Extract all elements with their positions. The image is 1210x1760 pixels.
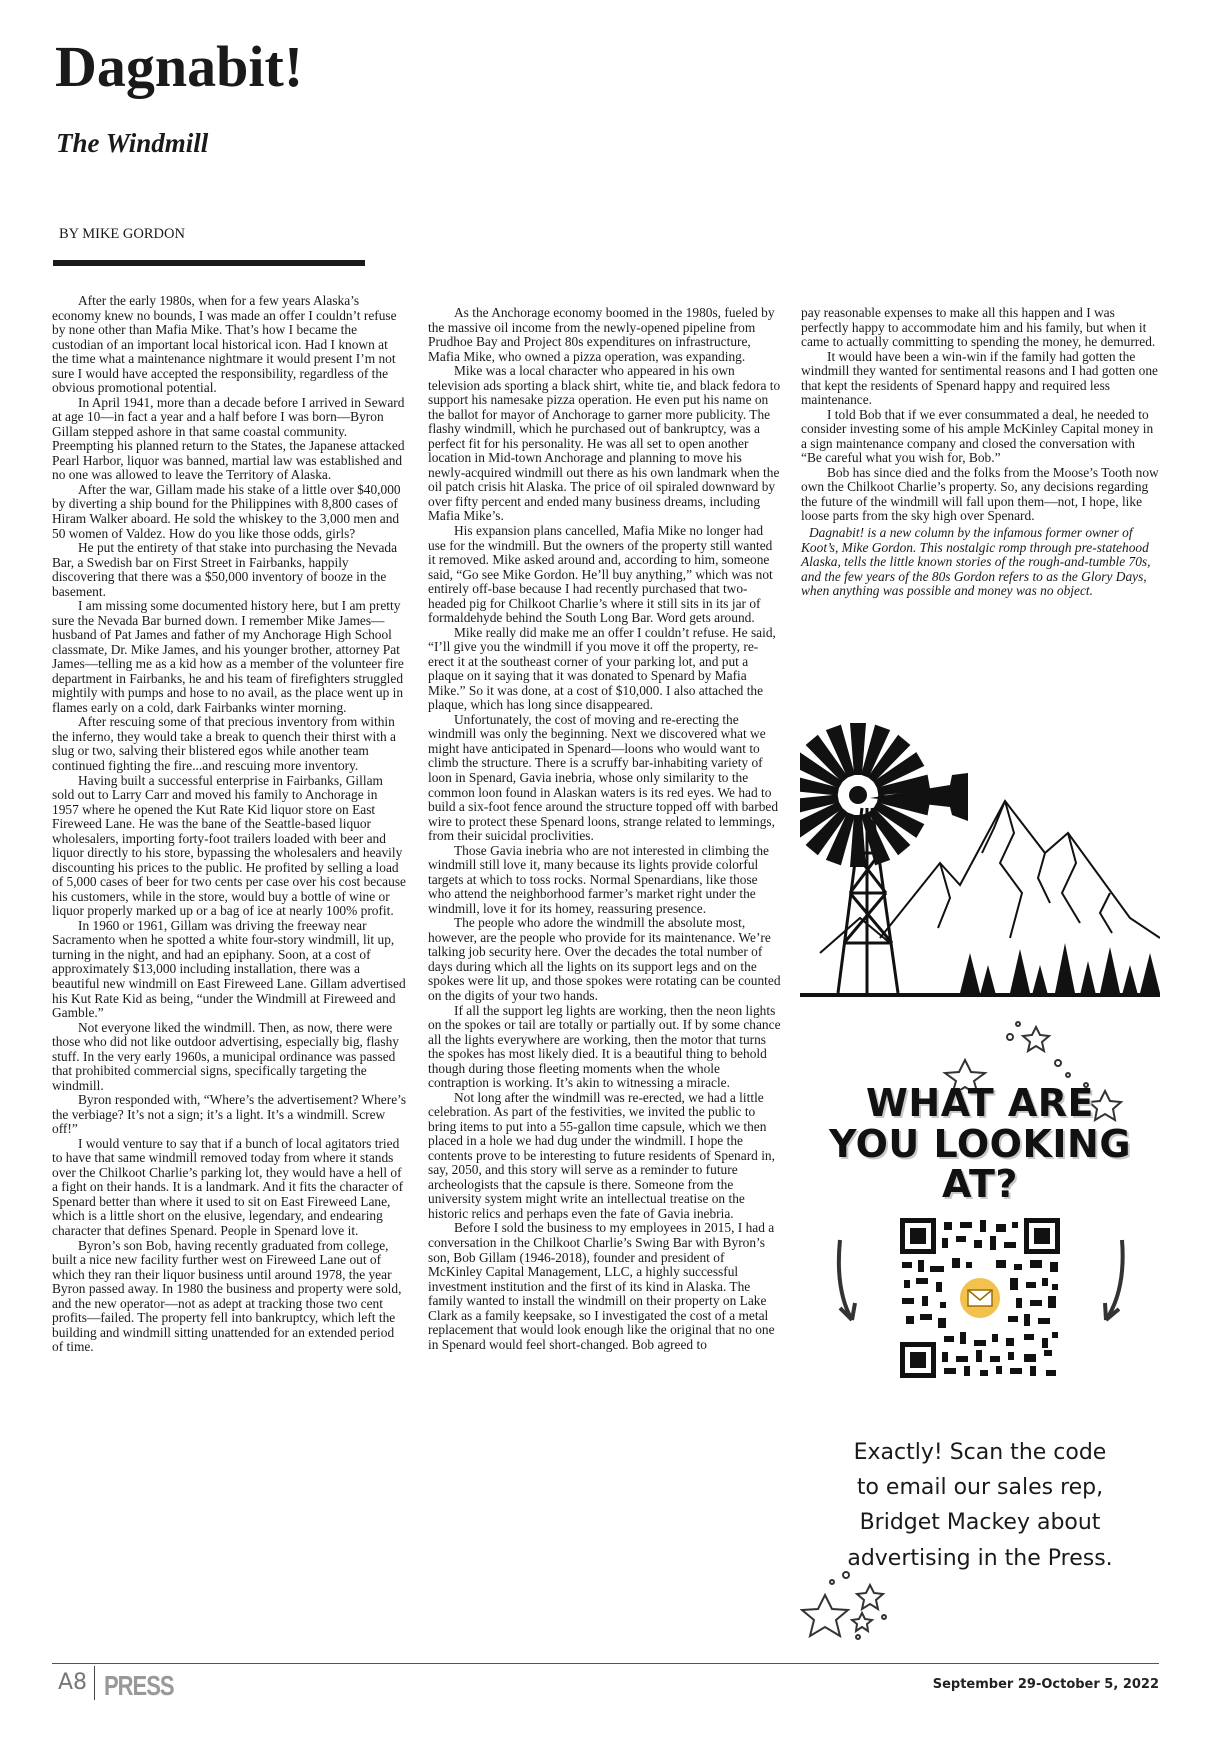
header-rule bbox=[53, 260, 365, 266]
paragraph: After the war, Gillam made his stake of a little over $40,000 by diverting a ship bound for the Philippines with 8,800 cases of Hiram Walker aboard. He sold the whiskey to the 3,000 men and 50 women of Valdez. How do you like those odds, girls? bbox=[52, 481, 401, 541]
paragraph: In April 1941, more than a decade before I arrived in Seward at age 10—in fact a year and a half before I was born—Byron Gillam stepped ashore in that same coastal community. Preempting his planned return to the States, the Japanese attacked Pearl Harbor, liquor was banned, martial law was established and no one was allowed to leave the Territory of Alaska. bbox=[52, 394, 405, 483]
paragraph: Byron’s son Bob, having recently graduated from college, built a nice new facility further west on Fireweed Lane out of which they ran their liquor business until around 1978, the year Byron passed away. In 1980 the business and property were sold, and the new operator—not as adept at tracking those two cent profits—failed. The property fell into bankruptcy, which left the building and windmill sitting unattended for an extended period of time. bbox=[52, 1237, 402, 1355]
page-number: A8 bbox=[58, 1670, 88, 1695]
paragraph: Before I sold the business to my employees in 2015, I had a conversation in the Chilkoot Charlie’s Swing Bar with Byron’s son, Bob Gillam (1946-2018), founder and president of McKinley Capital Management, LLC, a highly successful investment institution and the first of its kind in Alaska. The family wanted to install the windmill on their property on Lake Clark as a family keepsake, so I investigated the cost of a metal replacement that would look enough like the original that no one in Spenard would feel short-changed. Bob agreed to bbox=[428, 1220, 775, 1352]
paragraph: pay reasonable expenses to make all this happen and I was perfectly happy to accommodate him and his family, but when it came to actually committing to spending the money, he demurred. bbox=[801, 305, 1156, 350]
ad-headline-line: YOU LOOKING bbox=[828, 1121, 1132, 1166]
paragraph: If all the support leg lights are working, then the neon lights on the spokes or tail are totally or partially out. If by some chance all the lights everywhere are working, then the motor that turns the spokes has most likely died. It is a beautiful thing to behold though during those fleeting moments when the whole contraption is working. It’s akin to witnessing a miracle. bbox=[428, 1002, 781, 1091]
advertisement bbox=[800, 1015, 1160, 1650]
paragraph: I am missing some documented history here, but I am pretty sure the Nevada Bar burned down. I remember Mike James—husband of Pat James and father of my Anchorage High School classmate, Dr. Mike James, and his younger brother, attorney Pat James—telling me as a kid how as a member of the volunteer fire department in Fairbanks, he and his team of firefighters struggled mightily with pumps and hose to no avail, as the place went up in flames early on a cold, dark Fairbanks winter morning. bbox=[52, 598, 404, 715]
windmill-illustration bbox=[800, 703, 1160, 1003]
paragraph: Mike really did make me an offer I couldn’t refuse. He said, “I’ll give you the windmill if you move it off the property, re-erect it at the southeast corner of your parking lot, and put a plaque on it saying that it was donated to Spenard by Mafia Mike.” So it was done, at a cost of $10,000. I also attached the plaque, which has long since disappeared. bbox=[428, 624, 776, 713]
press-logo: PRESS bbox=[104, 1670, 174, 1702]
article-column-3 bbox=[801, 306, 1159, 599]
paragraph: Bob has since died and the folks from the Moose’s Tooth now own the Chilkoot Charlie’s property. So, any decisions regarding the future of the windmill will fall upon them—not, I hope, like loose parts from the sky high over Spenard. bbox=[801, 464, 1159, 524]
paragraph: Mike was a local character who appeared in his own television ads sporting a black shirt, white tie, and black fedora to support his namesake pizza operation. He even put his name on the ballot for mayor of Anchorage to garner more publicity. The flashy windmill, which he purchased out of bankruptcy, was a perfect fit for his personality. He was all set to open another location in Mid-town Anchorage and planning to move his newly-acquired windmill out there as his own landmark when the oil patch crisis hit Alaska. The price of oil spiraled downward by over fifty percent and ended many business dreams, including Mafia Mike’s. bbox=[428, 363, 781, 524]
envelope-icon bbox=[968, 1290, 992, 1306]
column-author-note: Dagnabit! is a new column by the infamous former owner of Koot’s, Mike Gordon. This nostalgic romp through pre-statehood Alaska, tells the little known stories of the rough-and-tumble 70s, and the few years of the 80s Gordon refers to as the Glory Days, when anything was possible and money was no object. bbox=[801, 524, 1151, 599]
article-column-1 bbox=[52, 294, 407, 1355]
column-headline: Dagnabit! bbox=[55, 34, 304, 99]
ad-body-line: Bridget Mackey about bbox=[859, 1510, 1101, 1536]
paragraph: Not long after the windmill was re-erected, we had a little celebration. As part of the festivities, we invited the public to bring items to put into a 55-gallon time capsule, which we then placed in a hole we had dug under the windmill. I hope the contents prove to be interesting to future residents of Spenard in, say, 2050, and this story will serve as a reminder to future archeologists that the capsule is there. Someone from the university system might write an intellectual treatise on the historic relics and perhaps even the fate of Gavia inebria. bbox=[428, 1089, 775, 1221]
paragraph: As the Anchorage economy boomed in the 1980s, fueled by the massive oil income from the newly-opened pipeline from Prudhoe Bay and Project 80s expenditures on infrastructure, Mafia Mike, who owned a pizza operation, was expanding. bbox=[428, 305, 775, 364]
paragraph: It would have been a win-win if the family had gotten the windmill they wanted for sentimental reasons and I had gotten one that kept the residents of Spenard happy and required less maintenance. bbox=[801, 348, 1158, 408]
paragraph: After rescuing some of that precious inventory from within the inferno, they would take a break to quench their thirst with a slug or two, salving their blistered egos while another team continued fighting the fire...and rescuing more inventory. bbox=[52, 714, 396, 773]
star-icon bbox=[1023, 1027, 1049, 1051]
footer-divider bbox=[94, 1666, 95, 1700]
paragraph: After the early 1980s, when for a few years Alaska’s economy knew no bounds, I was made an offer I couldn’t refuse by none other than Mafia Mike. That’s how I became the custodian of an important local historical icon. Had I known at the time what a maintenance nightmare it would present I’m not sure I would have accepted the responsibility, regardless of the obvious promotional potential. bbox=[52, 293, 397, 396]
footer-rule bbox=[52, 1663, 1159, 1664]
paragraph: In 1960 or 1961, Gillam was driving the freeway near Sacramento when he spotted a white four-story windmill, lit up, turning in the night, and had an epiphany. Soon, at a cost of approximately $13,000 including installation, there was a beautiful new windmill on East Fireweed Lane. Gillam advertised his Kut Rate Kid as being, “under the Windmill at Fireweed and Gamble.” bbox=[52, 917, 406, 1021]
ad-body-line: to email our sales rep, bbox=[856, 1475, 1104, 1501]
paragraph: Not everyone liked the windmill. Then, as now, there were those who did not like outdoor advertising, especially big, flashy stuff. In the very early 1960s, a municipal ordinance was passed that prohibited commercial signs, specifically targeting the windmill. bbox=[52, 1019, 399, 1093]
arrow-down-icon bbox=[1106, 1240, 1123, 1320]
paragraph: Byron responded with, “Where’s the advertisement? Where’s the verbiage? It’s not a sign; it’s a light. It’s a windmill. Screw off!” bbox=[52, 1092, 407, 1137]
star-icon bbox=[857, 1585, 883, 1609]
ad-headline bbox=[800, 1083, 1160, 1205]
ad-body-line: advertising in the Press. bbox=[847, 1545, 1113, 1571]
article-column-2 bbox=[428, 306, 782, 1352]
qr-code bbox=[900, 1218, 1060, 1378]
paragraph: Those Gavia inebria who are not interested in climbing the windmill still love it, many because its lights provide colorful targets at which to toss rocks. Normal Spenardians, like those who attend the neighborhood farmer’s market right under the windmill, love it for its homey, reassuring presence. bbox=[428, 842, 769, 916]
paragraph: Unfortunately, the cost of moving and re-erecting the windmill was only the beginning. Next we discovered what we might have anticipated in Spenard—loons who would want to climb the structure. There is a scruffy bar-inhabiting variety of loon in Spenard, Gavia inebria, whose only similarity to the common loon found in Alaskan waters is its red eyes. We had to build a six-foot fence around the structure topped off with barbed wire to protect these Spenard loons, strange related to lemmings, from their suicidal proclivities. bbox=[428, 711, 779, 844]
paragraph: He put the entirety of that stake into purchasing the Nevada Bar, a Swedish bar on First Street in Fairbanks, happily discovering that there was a $50,000 inventory of booze in the basement. bbox=[52, 540, 398, 599]
issue-date: September 29-October 5, 2022 bbox=[932, 1677, 1159, 1692]
star-icon bbox=[852, 1613, 872, 1631]
ad-body bbox=[800, 1435, 1160, 1576]
ad-body-line: Exactly! Scan the code bbox=[853, 1440, 1107, 1465]
byline: BY MIKE GORDON bbox=[59, 226, 185, 242]
paragraph: I told Bob that if we ever consummated a deal, he needed to consider investing some of his ample McKinley Capital money in a sign maintenance company and closed the conversation with “Be careful what you wish for, Bob.” bbox=[801, 406, 1154, 466]
ad-headline-line: AT? bbox=[942, 1162, 1018, 1207]
article-subhead: The Windmill bbox=[56, 128, 209, 158]
paragraph: The people who adore the windmill the absolute most, however, are the people who provide for its maintenance. We’re talking job security here. Over the decades the total number of days during which all the lights on its support legs and on the spokes were lit up, and those spokes were rotating can be counted on the digits of your two hands. bbox=[428, 915, 781, 1003]
paragraph: Having built a successful enterprise in Fairbanks, Gillam sold out to Larry Carr and moved his family to Anchorage in 1957 where he opened the Kut Rate Kid liquor store on East Fireweed Lane. He was the bane of the Seattle-based liquor wholesalers, importing forty-foot trailers loaded with beer and liquor directly to his store, bypassing the wholesalers and heavily discounting his prices to the public. He profited by selling a load of 5,000 cases of beer for two cents per case over his cost because his customers, while in the store, would buy a bottle of wine or liquor properly marked up or a bag of ice at nearly 100% profit. bbox=[52, 772, 406, 919]
paragraph: I would venture to say that if a bunch of local agitators tried to have that same windmill removed today from where it stands over the Chilkoot Charlie’s parking lot, they would have a hell of a fight on their hands. It is a landmark. And it fits the character of Spenard better than where it used to sit on East Fireweed Lane, which is a little short on the elusive, legendary, and endearing character that defines Spenard. People in Spenard love it. bbox=[52, 1135, 404, 1238]
ad-headline-line: WHAT ARE bbox=[866, 1081, 1094, 1125]
star-icon bbox=[802, 1595, 848, 1636]
paragraph: His expansion plans cancelled, Mafia Mike no longer had use for the windmill. But the owners of the property still wanted it removed. Mike asked around and, according to him, someone said, “Go see Mike Gordon. He’ll buy anything,” which was not entirely off-base because I had recently purchased that two-headed pig for Chilkoot Charlie’s where it still sits in its jar of formaldehyde behind the South Long Bar. Word gets around. bbox=[428, 522, 773, 626]
